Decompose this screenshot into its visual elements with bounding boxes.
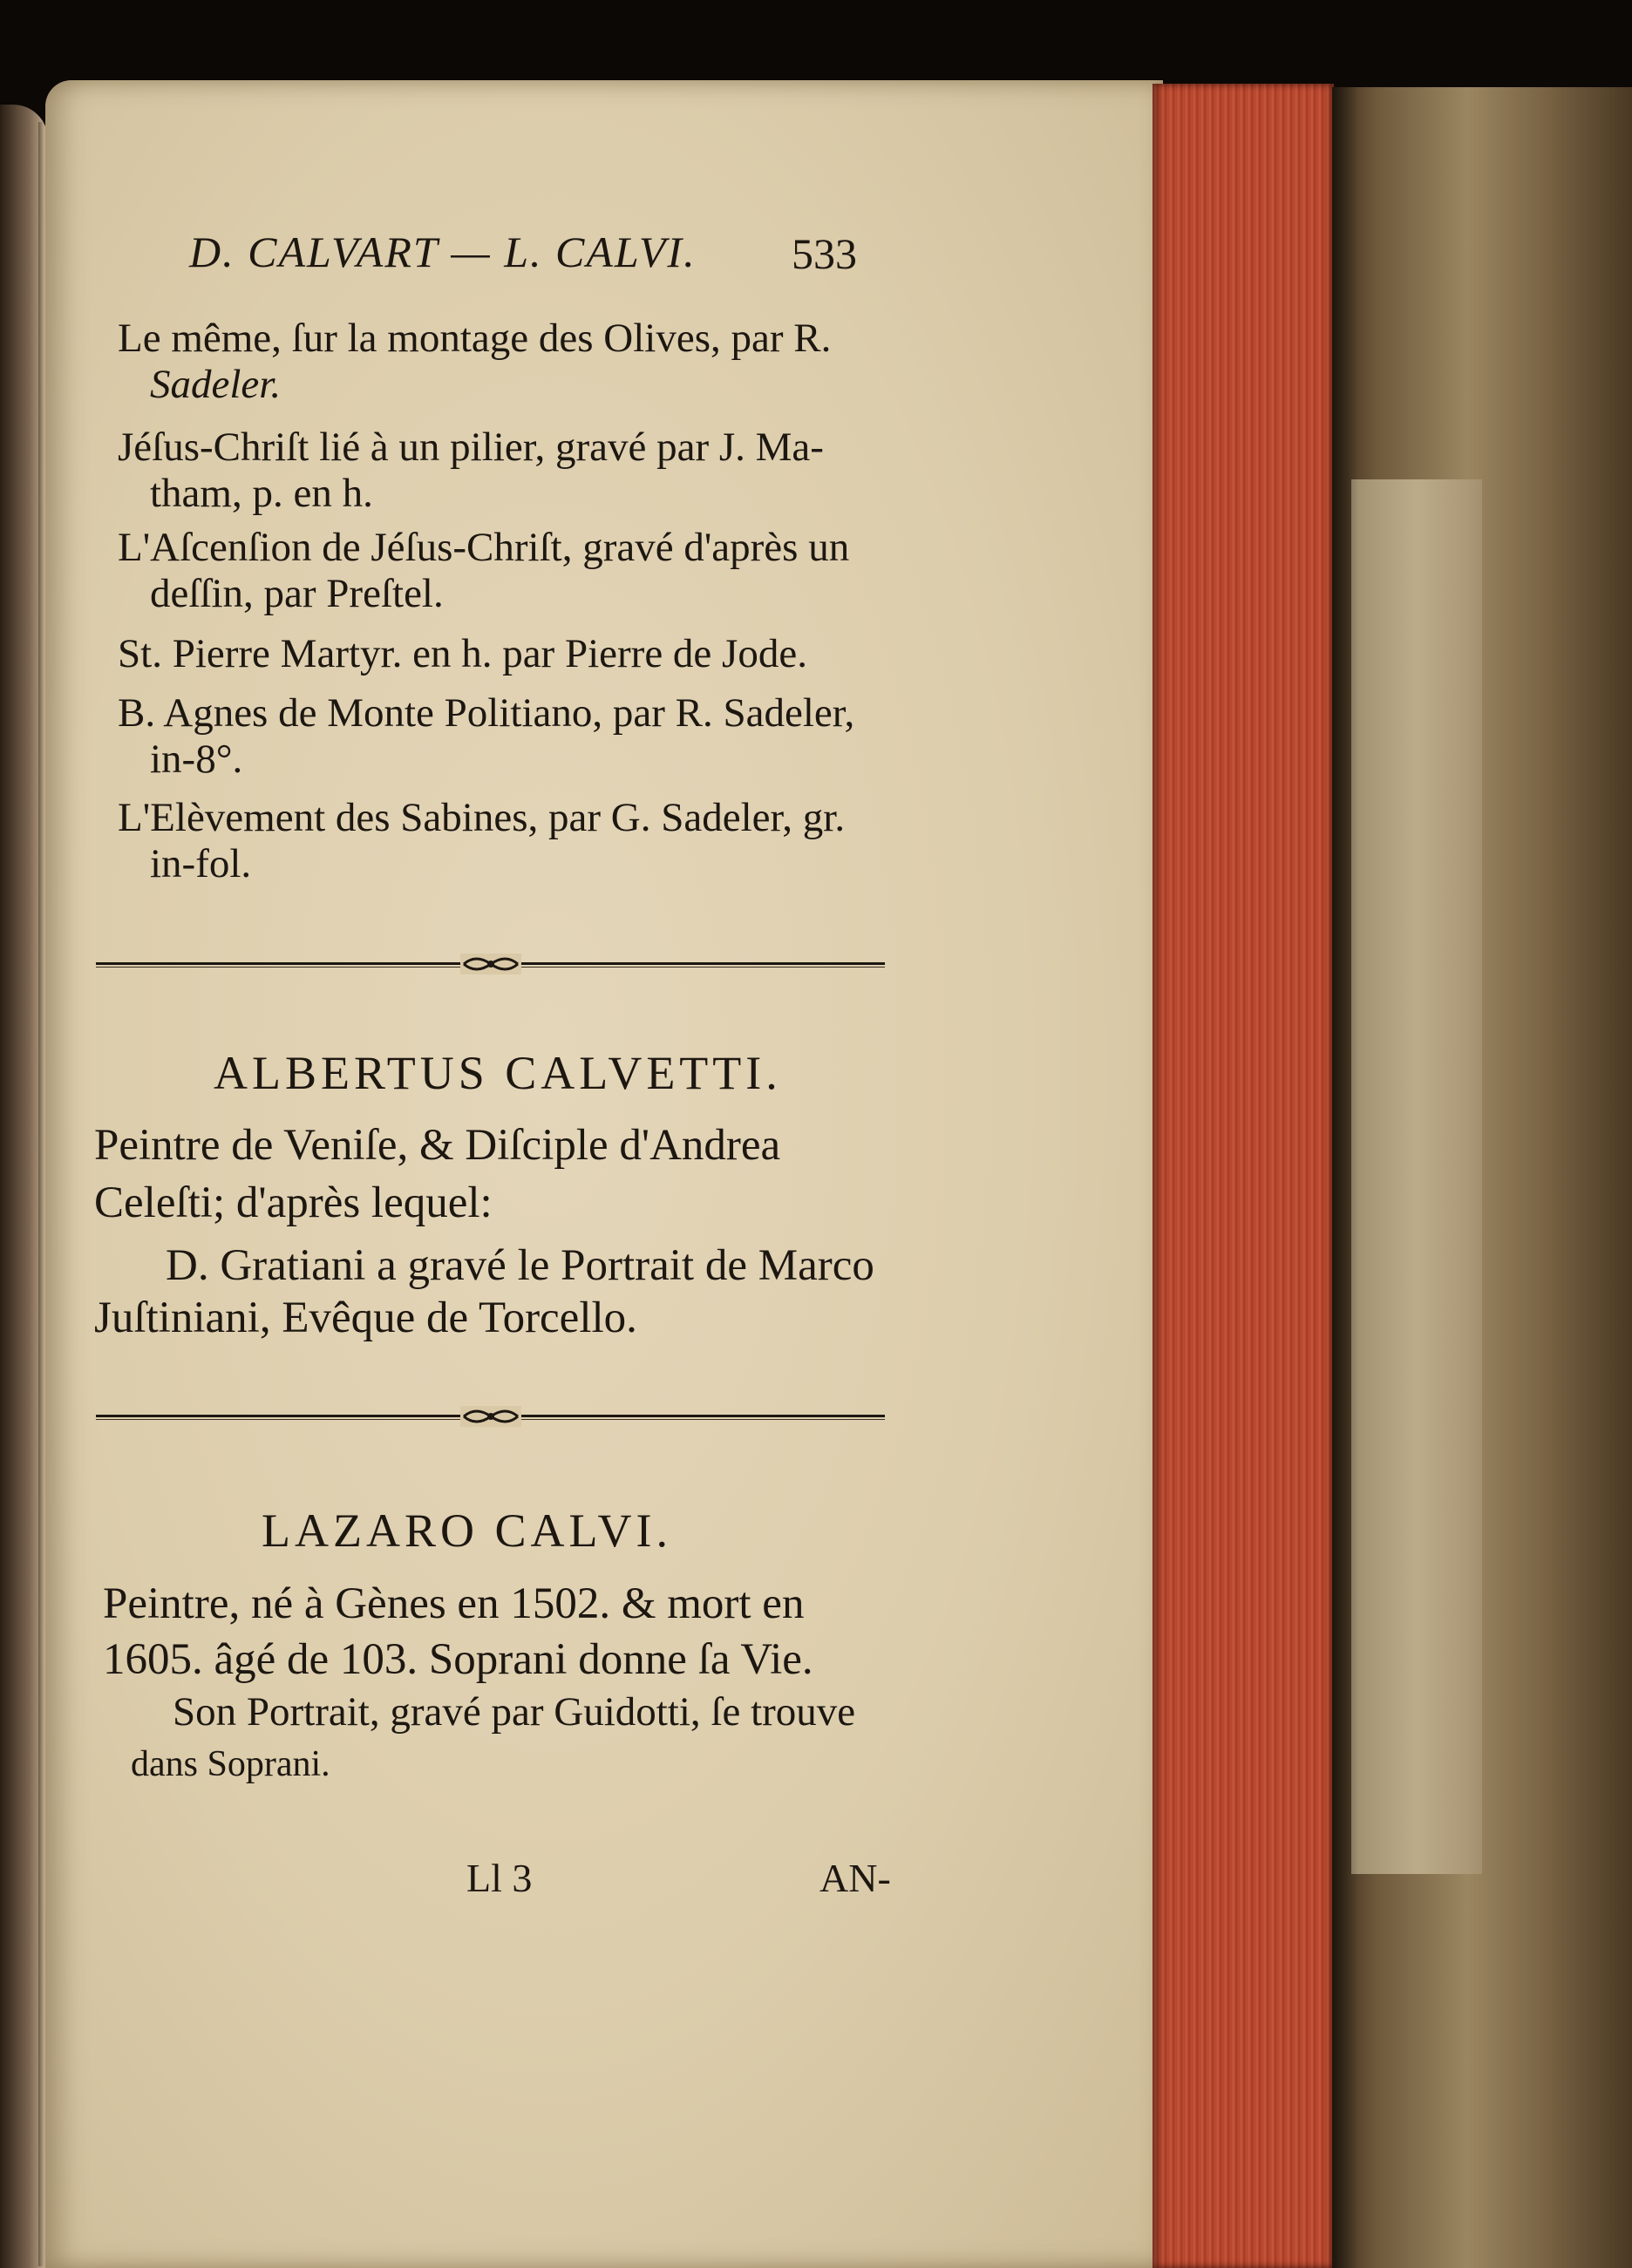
red-page-edges bbox=[1153, 84, 1334, 2268]
signature-mark: Ll 3 bbox=[466, 1856, 533, 1900]
section-heading-calvetti: ALBERTUS CALVETTI. bbox=[214, 1047, 782, 1099]
entry-1-line-1: Le même, ſur la montage des Olives, par R. bbox=[118, 316, 832, 361]
catchword: AN- bbox=[819, 1856, 891, 1900]
entry-5-line-2: in-8°. bbox=[150, 737, 243, 782]
book-cover bbox=[1332, 87, 1632, 2268]
entry-2-line-1: Jéſus-Chriſt lié à un pilier, gravé par J. Ma- bbox=[118, 424, 824, 470]
calvetti-p2-line-2: Juſtiniani, Evêque de Torcello. bbox=[94, 1294, 637, 1342]
calvi-p1-line-2: 1605. âgé de 103. Soprani donne ſa Vie. bbox=[103, 1635, 813, 1684]
cover-wear bbox=[1351, 479, 1482, 1874]
ornamental-rule-1 bbox=[96, 957, 885, 971]
entry-4-line-1: St. Pierre Martyr. en h. par Pierre de Jode. bbox=[118, 631, 807, 676]
calvetti-p2-line-1: D. Gratiani a gravé le Portrait de Marco bbox=[166, 1241, 874, 1290]
facing-page-edge bbox=[0, 105, 48, 2268]
ornamental-rule-2 bbox=[96, 1409, 885, 1423]
calvi-p2-line-1: Son Portrait, gravé par Guidotti, ſe trouve bbox=[173, 1689, 856, 1735]
fleuron-icon bbox=[460, 948, 521, 980]
entry-6-line-2: in-fol. bbox=[150, 841, 252, 886]
cover-shadow bbox=[1332, 87, 1358, 2268]
calvetti-p1-line-2: Celeſti; d'après lequel: bbox=[94, 1178, 493, 1227]
entry-3-line-1: L'Aſcenſion de Jéſus-Chriſt, gravé d'après un bbox=[118, 525, 850, 570]
entry-1-line-2: Sadeler. bbox=[150, 362, 282, 407]
entry-5-line-1: B. Agnes de Monte Politiano, par R. Sadeler, bbox=[118, 690, 855, 736]
entry-6-line-1: L'Elèvement des Sabines, par G. Sadeler, gr. bbox=[118, 795, 846, 840]
entry-2-line-2: tham, p. en h. bbox=[150, 471, 373, 516]
fleuron-icon bbox=[460, 1401, 521, 1432]
running-head: D. CALVART — L. CALVI. bbox=[189, 227, 697, 276]
entry-3-line-2: deſſin, par Preſtel. bbox=[150, 571, 444, 616]
calvetti-p1-line-1: Peintre de Veniſe, & Diſciple d'Andrea bbox=[94, 1121, 781, 1170]
section-heading-calvi: LAZARO CALVI. bbox=[262, 1504, 673, 1557]
page-number: 533 bbox=[792, 229, 857, 278]
calvi-p2-line-2: dans Soprani. bbox=[131, 1744, 330, 1784]
gutter-shadow bbox=[38, 122, 44, 2266]
calvi-p1-line-1: Peintre, né à Gènes en 1502. & mort en bbox=[103, 1579, 805, 1628]
